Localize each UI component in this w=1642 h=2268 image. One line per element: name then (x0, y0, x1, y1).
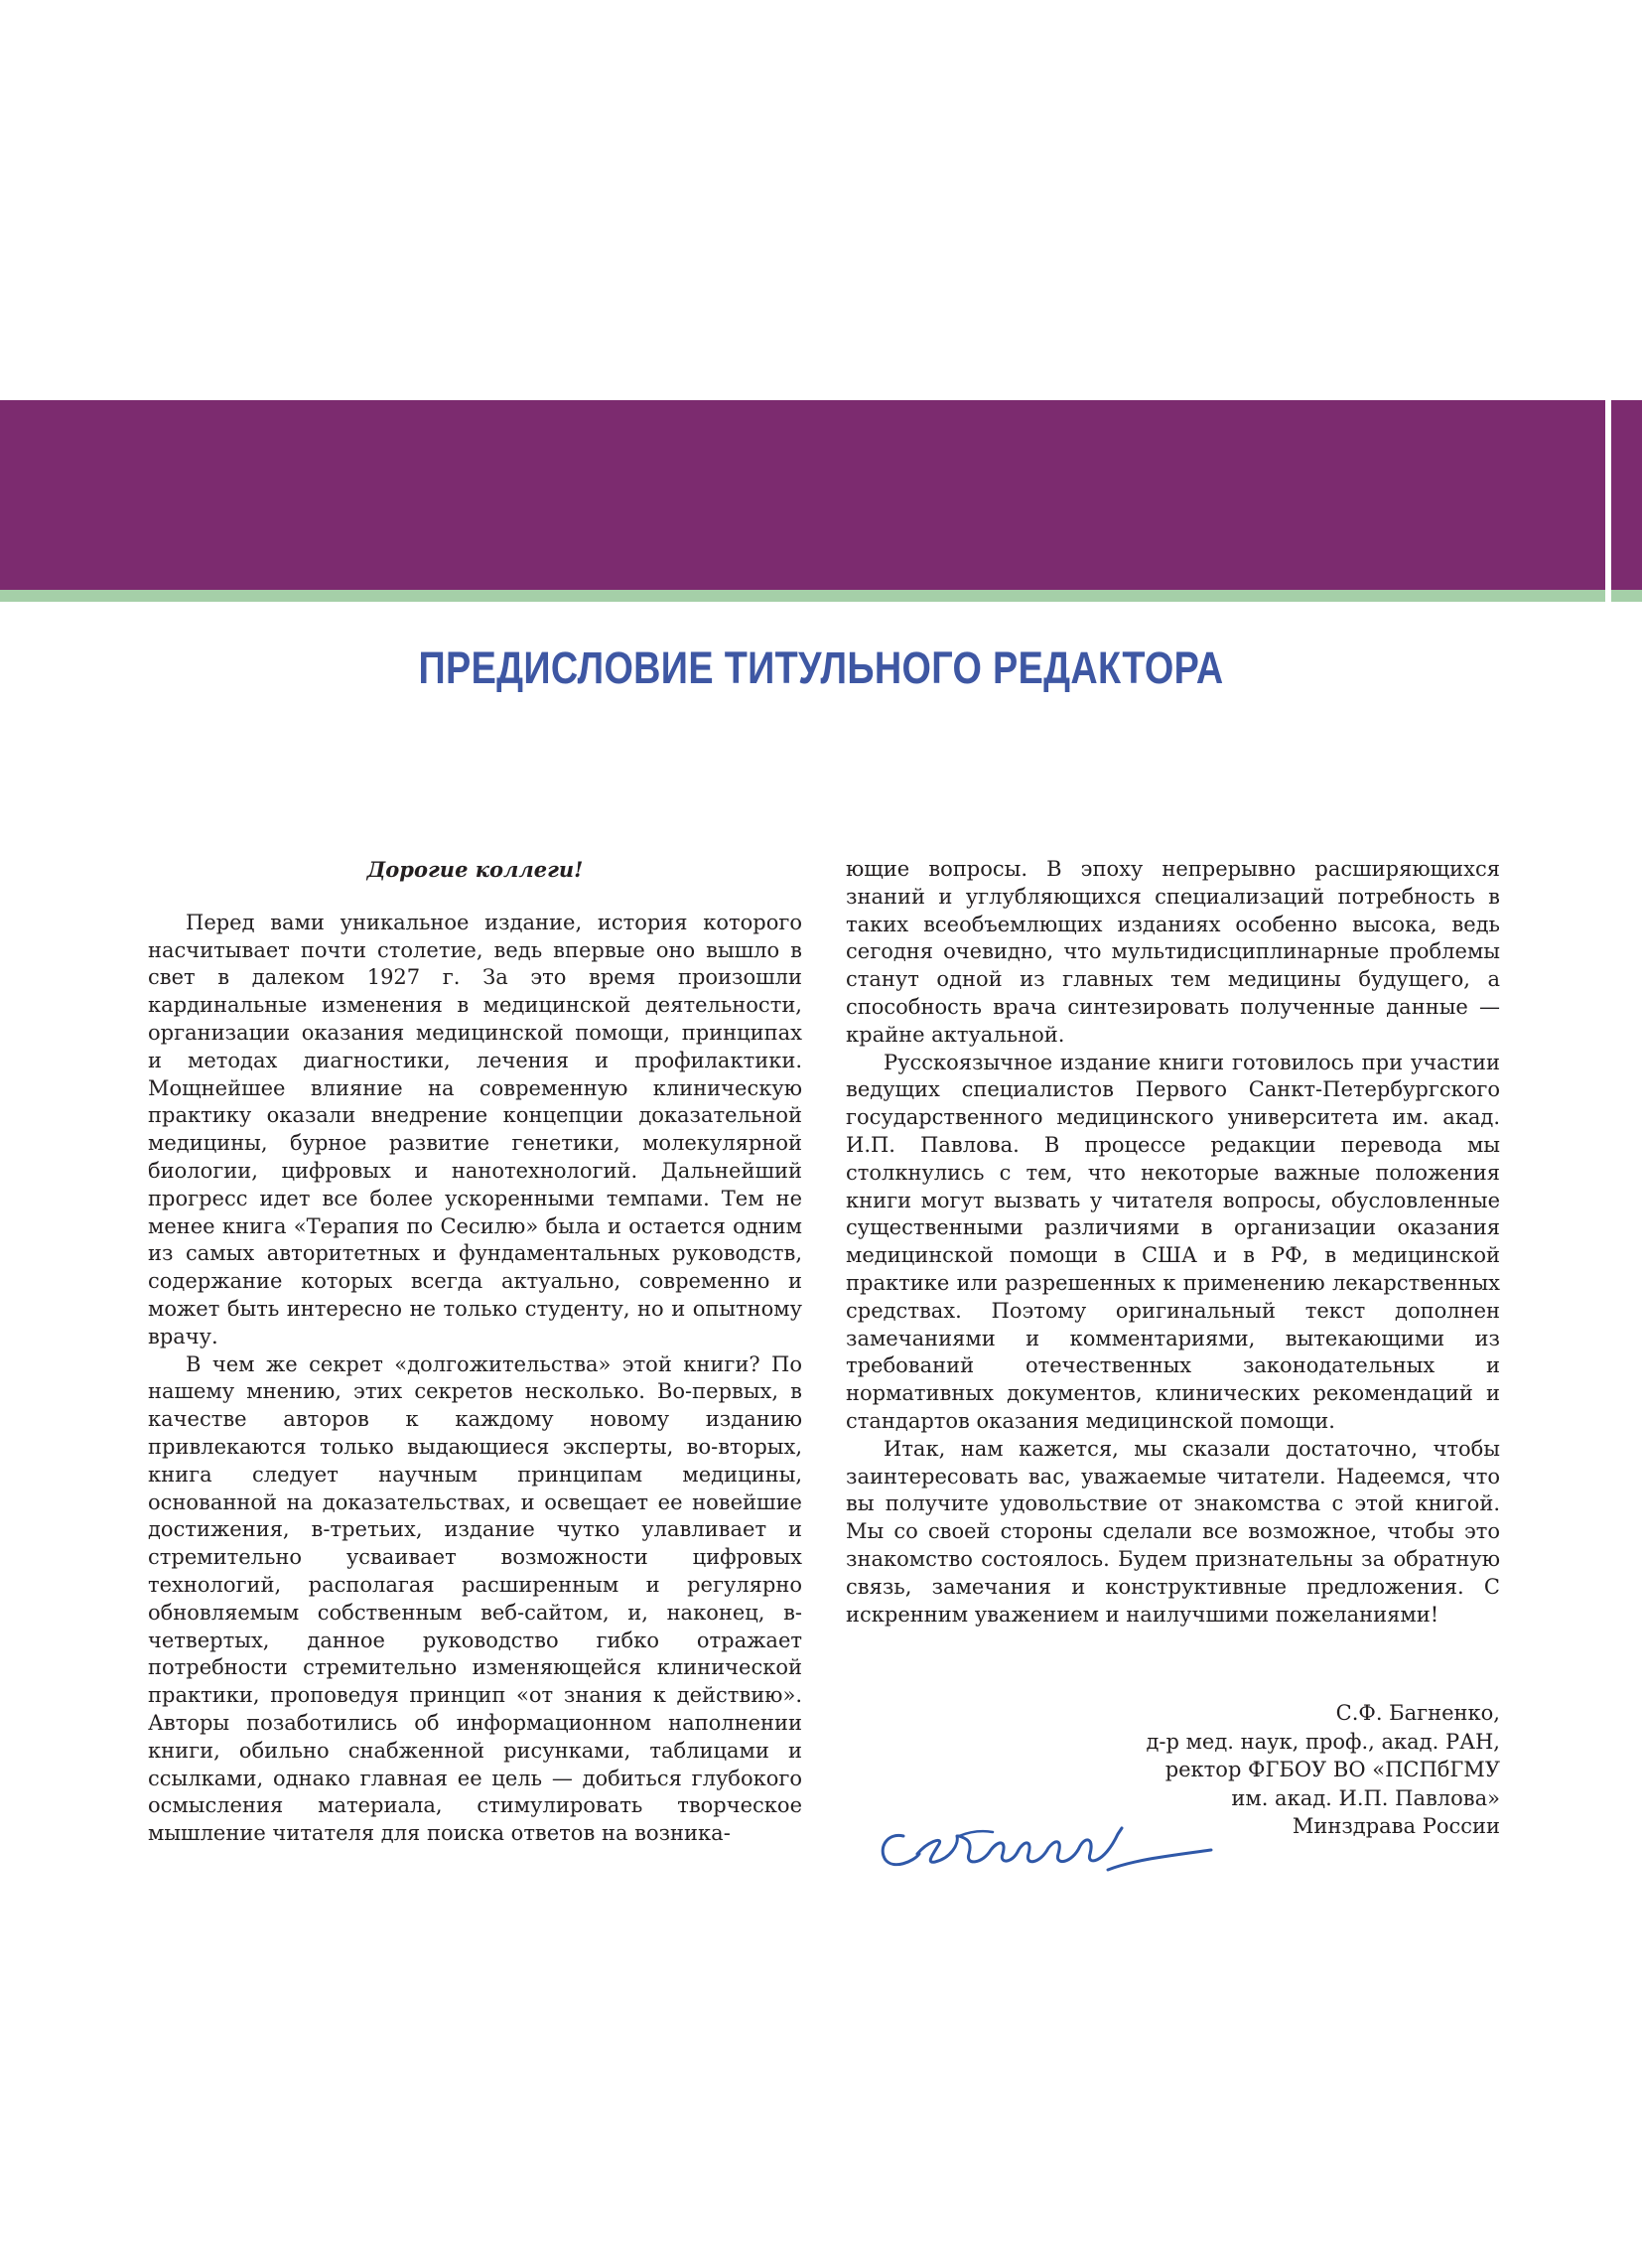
page-title: ПРЕДИСЛОВИЕ ТИТУЛЬНОГО РЕДАКТОРА (418, 642, 1224, 693)
signature-stroke (959, 1831, 993, 1836)
header-banner-stripe (0, 590, 1605, 602)
handwritten-signature (874, 1814, 1216, 1876)
author-title-line: д-р мед. наук, проф., акад. РАН, (1146, 1729, 1500, 1754)
paragraph: Итак, нам кажется, мы сказали достаточно, чтобы заинтересовать вас, уважаемые читатели. Надеемся, что вы получите удовольствие от знакомства с этой книгой. Мы со своей стороны сделали все возможное, чтобы это знакомство состоялось. Будем признательны за обратную связь, замечания и конструктивные предложения. С искренним уважением и наилучшими пожеланиями! (846, 1436, 1500, 1627)
paragraph: Перед вами уникальное издание, история которого насчитывает почти столетие, ведь впервые оно вышло в свет в далеком 1927 г. За это время произошли кардинальные изменения в медицинской деятельности, организации оказания медицинской помощи, принципах и методах диагностики, лечения и профилактики. Мощнейшее влияние на современную клиническую практику оказали внедрение концепции доказательной медицины, бурное развитие генетики, молекулярной биологии, цифровых и нанотехнологий. Дальнейший прогресс идет все более ускоренными темпами. Тем не менее книга «Терапия по Сесилю» была и остается одним из самых авторитетных и фундаментальных руководств, содержание которых всегда актуально, современно и может быть интересно не только студенту, но и опытному врачу. (148, 910, 802, 1348)
paragraph: Русскоязычное издание книги готовилось при участии ведущих специалистов Первого Санкт-Петербургского государственного медицинского университета им. акад. И.П. Павлова. В процессе редакции перевода мы столкнулись с тем, что некоторые важные положения книги могут вызвать у читателя вопросы, обусловленные существенными различиями в организации оказания медицинской помощи в США и в РФ, в медицинской практике или разрешенных к применению лекарственных средствах. Поэтому оригинальный текст дополнен замечаниями и комментариями, вытекающими из требований отечественных законодательных и нормативных документов, клинических рекомендаций и стандартов оказания медицинской помощи. (846, 1050, 1500, 1433)
author-title-line: ректор ФГБОУ ВО «ПСПбГМУ (1164, 1758, 1500, 1781)
signature-stroke (883, 1828, 1211, 1870)
paragraph-continued: ющие вопросы. В эпоху непрерывно расширяющихся знаний и углубляющихся специализаций потребность в таких всеобъемлющих изданиях особенно высока, ведь сегодня очевидно, что мультидисциплинарные проблемы станут одной из главных тем медицины будущего, а способность врача синтезировать полученные данные — крайне актуальной. (846, 857, 1500, 1047)
author-title-line: Минздрава России (1292, 1814, 1500, 1838)
header-banner-edge-stripe (1611, 590, 1642, 602)
header-banner-edge-tab (1611, 400, 1642, 590)
header-banner (0, 400, 1605, 590)
author-name: С.Ф. Багненко, (1335, 1701, 1500, 1725)
left-column (148, 856, 802, 1848)
greeting: Дорогие коллеги! (366, 857, 584, 882)
right-column (846, 856, 1500, 1629)
paragraph: В чем же секрет «долгожительства» этой книги? По нашему мнению, этих секретов несколько. Во-первых, в качестве авторов к каждому новому изданию привлекаются только выдающиеся эксперты, во-вторых, книга следует научным принципам медицины, основанной на доказательствах, и освещает ее новейшие достижения, в-третьих, издание чутко улавливает и стремительно усваивает возможности цифровых технологий, располагая расширенным и регулярно обновляемым собственным веб-сайтом, и, наконец, в-четвертых, данное руководство гибко отражает потребности стремительно изменяющейся клинической практики, проповедуя принцип «от знания к действию». Авторы позаботились об информационном наполнении книги, обильно снабженной рисунками, таблицами и ссылками, однако главная ее цель — добиться глубокого осмысления материала, стимулировать творческое мышление читателя для поиска ответов на возника- (148, 1351, 802, 1846)
author-title-line: им. акад. И.П. Павлова» (1231, 1785, 1500, 1810)
